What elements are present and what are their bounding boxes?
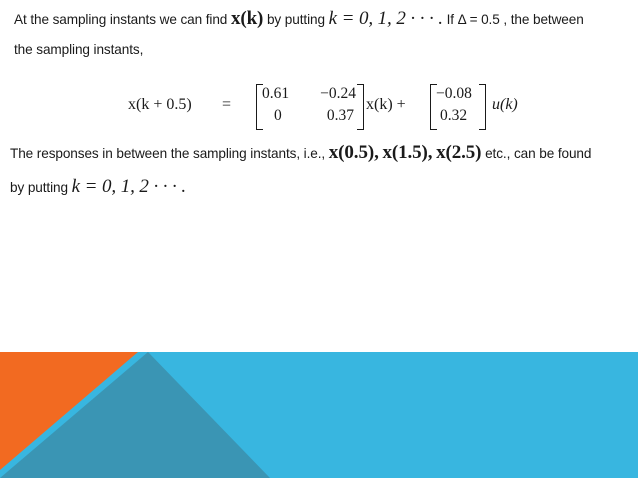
matrix-a — [256, 82, 364, 130]
equation-lhs: x(k + 0.5) — [128, 96, 192, 113]
state-equation — [0, 82, 638, 132]
orange-triangle — [0, 352, 138, 470]
matrix-b-cell: −0.08 — [436, 85, 472, 102]
text: If Δ = 0.5 , the between — [442, 12, 584, 27]
matrix-a-cell: 0 — [274, 107, 282, 124]
bracket-right — [357, 84, 364, 130]
math-k-values: k = 0, 1, 2 · · · . — [71, 176, 186, 197]
math-x15: x(1.5), — [382, 142, 433, 163]
matrix-a-cell: 0.37 — [326, 107, 354, 124]
matrix-a-cell: −0.24 — [320, 85, 356, 102]
matrix-b — [430, 82, 486, 130]
math-x05: x(0.5), — [328, 142, 379, 163]
matrix-a-cell: 0.61 — [262, 85, 290, 102]
teal-triangle — [0, 352, 270, 478]
text: etc., can be found — [481, 146, 592, 161]
blue-band — [0, 352, 638, 478]
math-x25: x(2.5) — [436, 142, 482, 163]
bracket-right — [479, 84, 486, 130]
text: by putting — [263, 12, 329, 27]
equation-equals: = — [222, 96, 232, 113]
equation-rhs: u(k) — [492, 96, 518, 113]
math-xk: x(k) — [230, 8, 264, 29]
text: At the sampling instants we can find — [14, 12, 231, 27]
text: by putting — [10, 180, 72, 195]
text: the sampling instants, — [14, 42, 144, 57]
matrix-b-cell: 0.32 — [440, 107, 468, 124]
math-k-values: k = 0, 1, 2 · · · . — [328, 8, 443, 29]
equation-mid: x(k) + — [366, 96, 406, 113]
text: The responses in between the sampling instants, i.e., — [10, 146, 329, 161]
